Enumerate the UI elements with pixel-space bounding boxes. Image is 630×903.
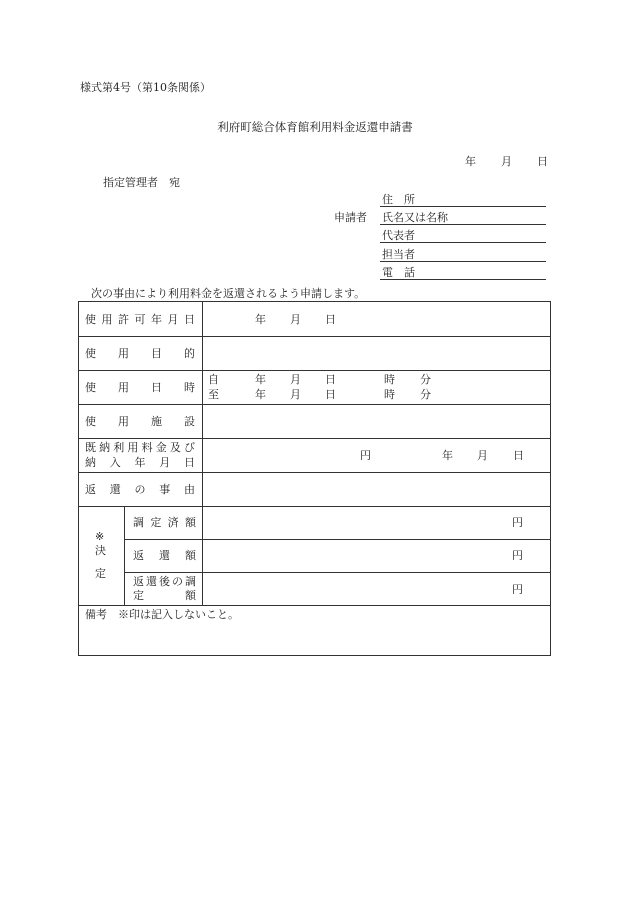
row-divider <box>79 336 550 337</box>
row-divider <box>79 472 550 473</box>
paid-day: 日 <box>513 449 524 462</box>
from-minute: 分 <box>420 373 431 386</box>
paid-year: 年 <box>442 449 453 462</box>
to-minute: 分 <box>420 388 431 401</box>
post-refund-amount-yen: 円 <box>512 583 523 596</box>
paid-fee-yen: 円 <box>360 449 371 462</box>
decision-mark: ※ <box>95 530 105 543</box>
contact-person-field[interactable] <box>380 247 546 262</box>
applicant-label: 申請者 <box>334 211 367 224</box>
post-refund-label-line1: 返 還 後 の 調 <box>133 575 196 588</box>
row-divider <box>79 370 550 371</box>
purpose-label: 使 用 目 的 <box>85 347 195 360</box>
decision-char-2: 定 <box>95 567 106 580</box>
assessed-amount-label: 調 定 済 額 <box>133 516 196 529</box>
decision-char-1: 決 <box>95 544 106 557</box>
to-label: 至 <box>208 388 219 401</box>
refund-amount-label: 返 還 額 <box>133 549 196 562</box>
to-day: 日 <box>325 388 336 401</box>
row-divider <box>79 438 550 439</box>
date-day: 日 <box>537 155 548 168</box>
row-divider <box>79 506 550 507</box>
phone-field[interactable] <box>380 265 546 280</box>
permit-day: 日 <box>325 313 336 326</box>
date-month: 月 <box>501 155 512 168</box>
from-year: 年 <box>255 373 266 386</box>
row-divider <box>79 605 550 606</box>
column-divider <box>202 302 203 605</box>
addressee: 指定管理者 宛 <box>103 176 180 189</box>
paid-fee-label-line1: 既 納 利 用 料 金 及 び <box>85 441 195 454</box>
intro-text: 次の事由により利用料金を返還されるよう申請します。 <box>91 287 366 300</box>
to-hour: 時 <box>384 388 395 401</box>
name-label: 氏名又は名称 <box>382 211 448 224</box>
phone-label: 電 話 <box>382 266 415 279</box>
refund-amount-yen: 円 <box>512 549 523 562</box>
representative-label: 代表者 <box>382 229 415 242</box>
paid-month: 月 <box>477 449 488 462</box>
column-divider <box>124 506 125 605</box>
permit-year: 年 <box>255 313 266 326</box>
to-year: 年 <box>255 388 266 401</box>
representative-field[interactable] <box>380 228 546 243</box>
date-year: 年 <box>465 155 476 168</box>
assessed-amount-yen: 円 <box>512 516 523 529</box>
datetime-label: 使 用 日 時 <box>85 381 195 394</box>
from-label: 自 <box>208 373 219 386</box>
from-day: 日 <box>325 373 336 386</box>
address-label: 住 所 <box>382 193 415 206</box>
paid-fee-label-line2: 納 入 年 月 日 <box>85 456 195 469</box>
application-table <box>78 301 551 656</box>
row-divider <box>124 539 550 540</box>
contact-person-label: 担当者 <box>382 248 415 261</box>
form-number: 様式第4号（第10条関係） <box>80 81 211 94</box>
from-month: 月 <box>290 373 301 386</box>
permit-month: 月 <box>290 313 301 326</box>
from-hour: 時 <box>384 373 395 386</box>
to-month: 月 <box>290 388 301 401</box>
document-title: 利府町総合体育館利用料金返還申請書 <box>217 120 413 134</box>
name-field[interactable] <box>380 210 546 225</box>
row-divider <box>124 572 550 573</box>
address-field[interactable] <box>380 192 546 207</box>
facility-label: 使 用 施 設 <box>85 415 195 428</box>
reason-label: 返 還 の 事 由 <box>85 483 195 496</box>
remarks: 備考 ※印は記入しないこと。 <box>85 608 239 621</box>
post-refund-label-line2: 定 額 <box>133 589 196 602</box>
permit-date-label: 使 用 許 可 年 月 日 <box>85 313 195 326</box>
row-divider <box>79 404 550 405</box>
